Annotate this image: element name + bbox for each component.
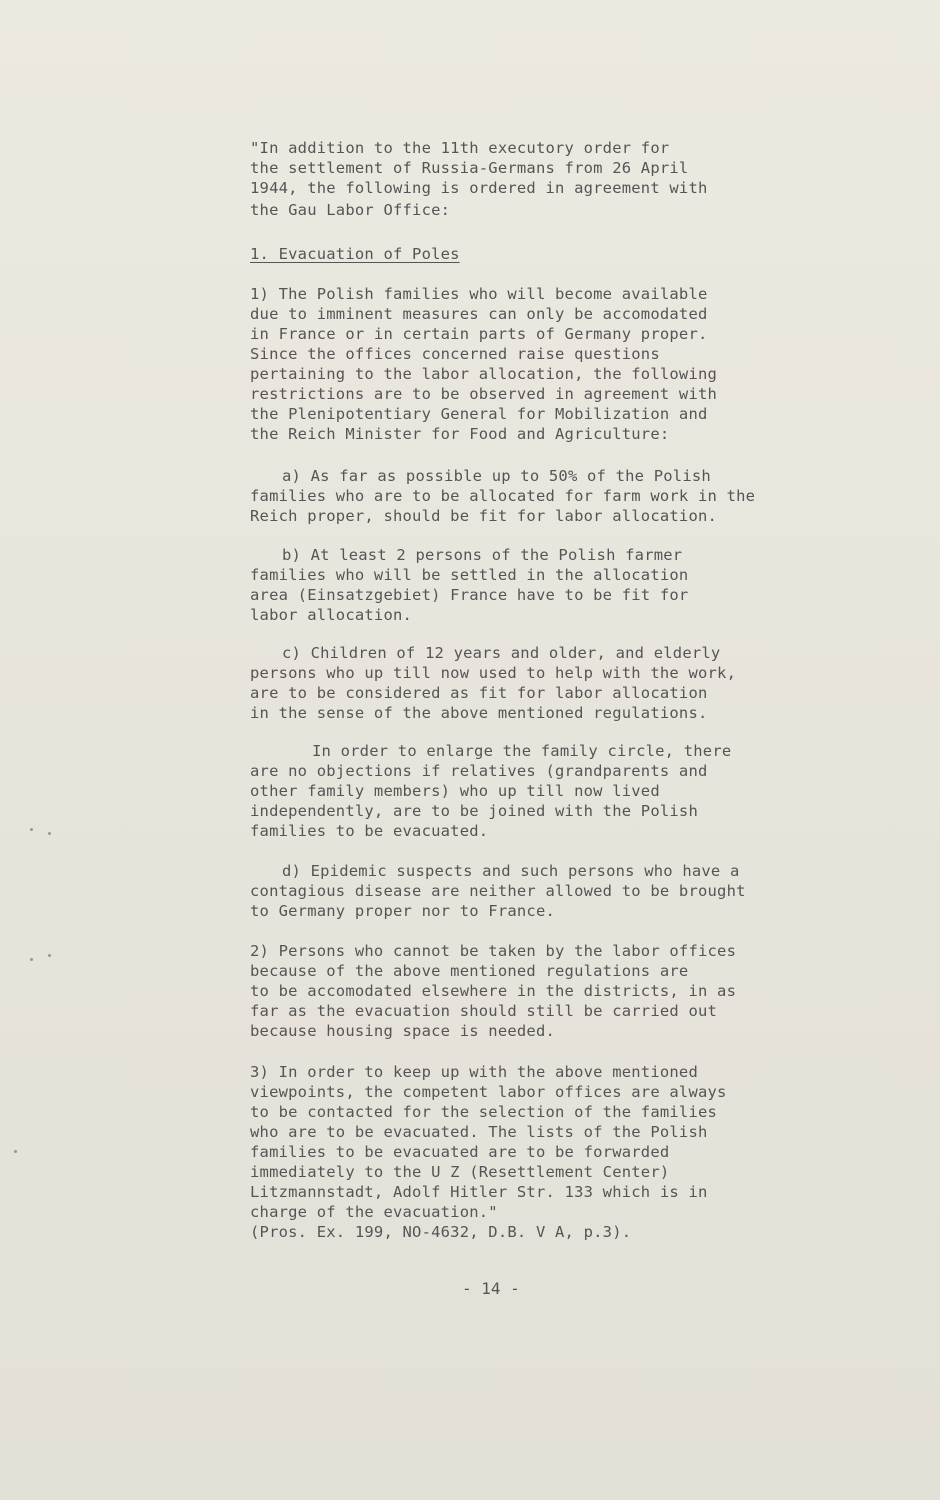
scan-speck	[30, 958, 33, 961]
intro-line-2: the settlement of Russia-Germans from 26 April	[250, 159, 689, 177]
para2-line-1: 2) Persons who cannot be taken by the labor offices	[250, 942, 737, 960]
para3-line-6: immediately to the U Z (Resettlement Center)	[250, 1163, 670, 1181]
intro-line-1: "In addition to the 11th executory order for	[250, 139, 670, 157]
scan-speck	[30, 828, 33, 831]
item-a-line-2: families who are to be allocated for farm work in the	[250, 487, 756, 505]
item-b-line-3: area (Einsatzgebiet) France have to be fit for	[250, 586, 689, 604]
item-c-line-1: c) Children of 12 years and older, and elderly	[282, 644, 721, 662]
para1-line-7: the Plenipotentiary General for Mobilization and	[250, 405, 708, 423]
item-b-line-1: b) At least 2 persons of the Polish farmer	[282, 546, 683, 564]
citation: (Pros. Ex. 199, NO-4632, D.B. V A, p.3).	[250, 1223, 632, 1241]
para2-line-4: far as the evacuation should still be carried out	[250, 1002, 718, 1020]
para2-line-3: to be accomodated elsewhere in the districts, in as	[250, 982, 737, 1000]
scan-speck	[48, 832, 51, 835]
item-c-line-4: in the sense of the above mentioned regulations.	[250, 704, 708, 722]
item-c-line-3: are to be considered as fit for labor allocation	[250, 684, 708, 702]
para3-line-5: families to be evacuated are to be forwarded	[250, 1143, 670, 1161]
para1-line-3: in France or in certain parts of Germany proper.	[250, 325, 708, 343]
para3-line-3: to be contacted for the selection of the families	[250, 1103, 718, 1121]
para3-line-4: who are to be evacuated. The lists of the Polish	[250, 1123, 708, 1141]
para1-line-6: restrictions are to be observed in agreement with	[250, 385, 718, 403]
para3-line-2: viewpoints, the competent labor offices are always	[250, 1083, 727, 1101]
item-d-line-2: contagious disease are neither allowed to be brought	[250, 882, 746, 900]
item-d-line-3: to Germany proper nor to France.	[250, 902, 556, 920]
intro-line-3: 1944, the following is ordered in agreement with	[250, 179, 708, 197]
item-a-line-1: a) As far as possible up to 50% of the Polish	[282, 467, 711, 485]
scan-speck	[48, 954, 51, 957]
para3-line-7: Litzmannstadt, Adolf Hitler Str. 133 which is in	[250, 1183, 708, 1201]
para1-line-1: 1) The Polish families who will become available	[250, 285, 708, 303]
section-heading: 1. Evacuation of Poles	[250, 245, 460, 263]
item-c-line-2: persons who up till now used to help with the work,	[250, 664, 737, 682]
family-para-line-5: families to be evacuated.	[250, 822, 489, 840]
para1-line-5: pertaining to the labor allocation, the following	[250, 365, 718, 383]
scan-speck	[14, 1150, 17, 1153]
para1-line-4: Since the offices concerned raise questions	[250, 345, 660, 363]
item-b-line-4: labor allocation.	[250, 606, 413, 624]
family-para-line-4: independently, are to be joined with the Polish	[250, 802, 698, 820]
family-para-line-3: other family members) who up till now lived	[250, 782, 660, 800]
intro-line-4: the Gau Labor Office:	[250, 201, 451, 219]
para2-line-2: because of the above mentioned regulations are	[250, 962, 689, 980]
para1-line-2: due to imminent measures can only be accomodated	[250, 305, 708, 323]
item-d-line-1: d) Epidemic suspects and such persons who have a	[282, 862, 740, 880]
item-a-line-3: Reich proper, should be fit for labor allocation.	[250, 507, 718, 525]
para1-line-8: the Reich Minister for Food and Agriculture:	[250, 425, 670, 443]
para3-line-1: 3) In order to keep up with the above mentioned	[250, 1063, 698, 1081]
family-para-line-1: In order to enlarge the family circle, there	[312, 742, 732, 760]
para3-line-8: charge of the evacuation."	[250, 1203, 498, 1221]
para2-line-5: because housing space is needed.	[250, 1022, 556, 1040]
page-number: - 14 -	[462, 1279, 520, 1298]
family-para-line-2: are no objections if relatives (grandparents and	[250, 762, 708, 780]
item-b-line-2: families who will be settled in the allocation	[250, 566, 689, 584]
